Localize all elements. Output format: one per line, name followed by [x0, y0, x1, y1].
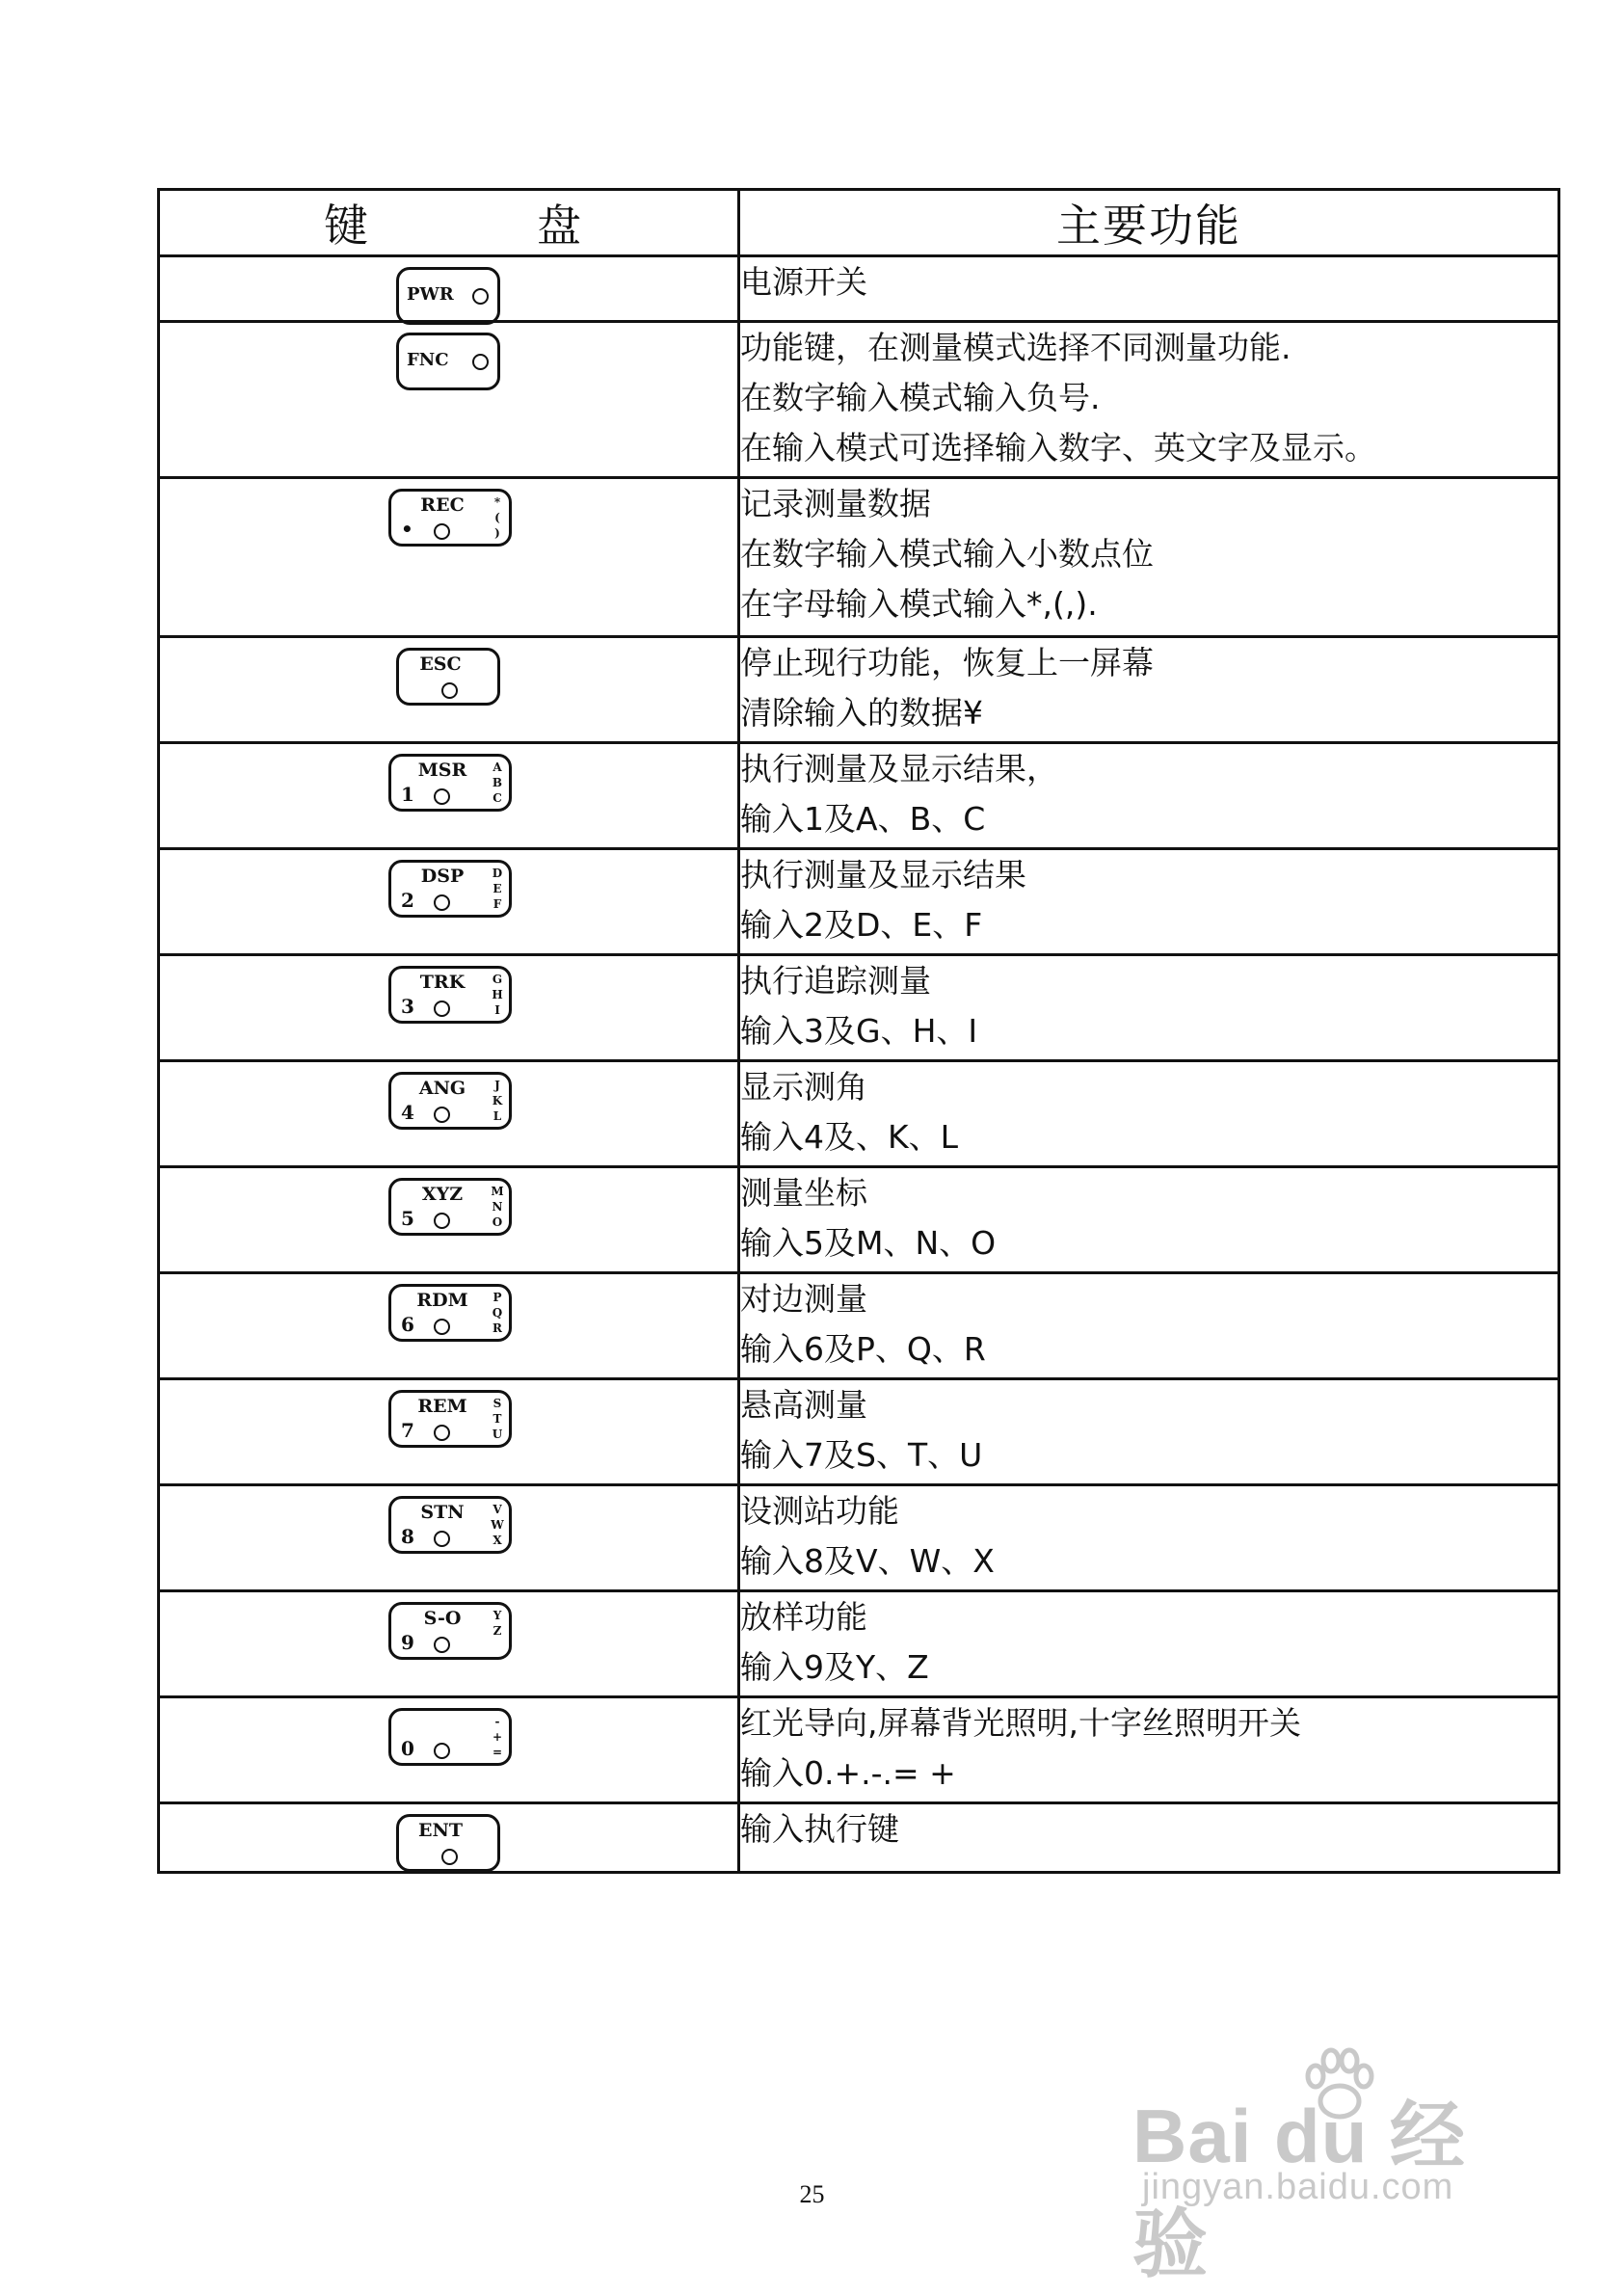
- keyboard-function-table: [157, 188, 1560, 1874]
- function-text: 悬高测量: [740, 1386, 867, 1424]
- function-text: 红光导向,屏幕背光照明,十字丝照明开关: [740, 1704, 1301, 1742]
- key-cell: [159, 478, 739, 637]
- key-number: 6: [401, 1313, 414, 1336]
- function-text: 执行测量及显示结果: [740, 856, 1026, 894]
- key-led-circle-icon: [472, 354, 489, 370]
- key-label: REC: [420, 494, 465, 516]
- key-number: 3: [401, 995, 414, 1018]
- key-alt-letter: F: [493, 897, 502, 911]
- key-alt-letter: W: [491, 1518, 504, 1532]
- key-alt-letter: N: [492, 1200, 503, 1214]
- table-row: [159, 1485, 1559, 1591]
- key-alt-letters: [491, 760, 504, 806]
- key-alt-letter: T: [493, 1412, 502, 1426]
- key-alt-letter: Q: [492, 1306, 503, 1320]
- key-alt-letter: B: [492, 776, 503, 789]
- key-alt-letter: -: [494, 1715, 500, 1728]
- function-text: 输入3及G、H、I: [740, 1012, 978, 1050]
- function-text: 执行追踪测量: [740, 962, 931, 1000]
- function-cell: [739, 1061, 1559, 1167]
- function-text: 输入0.+.-.= +: [740, 1754, 956, 1792]
- key-cell: [159, 256, 739, 322]
- key-button-drawing: [388, 1602, 512, 1660]
- watermark-brand: Bai du 经验: [1132, 2094, 1467, 2286]
- function-cell: [739, 1273, 1559, 1379]
- key-led-circle-icon: [434, 1213, 450, 1229]
- key-alt-letter: (: [494, 511, 500, 524]
- function-cell: [739, 743, 1559, 849]
- watermark-url: jingyan.baidu.com: [1142, 2167, 1454, 2207]
- header-keyboard: [159, 190, 739, 256]
- key-number: 7: [401, 1419, 414, 1442]
- key-number: 1: [401, 783, 414, 806]
- baidu-watermark: [1132, 2043, 1537, 2286]
- key-led-circle-icon: [434, 788, 450, 805]
- function-cell: [739, 1379, 1559, 1485]
- key-number: •: [401, 518, 413, 541]
- key-led-circle-icon: [434, 1001, 450, 1017]
- function-text: 功能键，在测量模式选择不同测量功能.: [740, 329, 1291, 366]
- function-text: 测量坐标: [740, 1174, 867, 1212]
- key-alt-letter: Z: [493, 1624, 502, 1638]
- key-label: XYZ: [421, 1184, 464, 1205]
- key-number: 0: [401, 1737, 414, 1760]
- key-alt-letter: R: [493, 1321, 502, 1335]
- function-cell: [739, 1167, 1559, 1273]
- function-text: 在字母输入模式输入*,(,).: [740, 585, 1098, 623]
- function-cell: [739, 637, 1559, 743]
- key-cell: [159, 743, 739, 849]
- key-button-drawing: [388, 754, 512, 812]
- function-text: 记录测量数据: [740, 485, 931, 522]
- key-alt-letters: [491, 866, 504, 912]
- function-cell: [739, 849, 1559, 955]
- key-led-circle-icon: [434, 523, 450, 540]
- key-button-drawing: [388, 1708, 512, 1766]
- key-alt-letter: E: [493, 882, 502, 895]
- table-row: [159, 1167, 1559, 1273]
- key-label: ENT: [418, 1820, 463, 1841]
- key-button-drawing: [396, 267, 500, 325]
- key-alt-letter: D: [492, 867, 503, 880]
- key-alt-letter: P: [493, 1291, 502, 1304]
- table-row: [159, 1061, 1559, 1167]
- key-cell: [159, 1697, 739, 1803]
- function-cell: [739, 1485, 1559, 1591]
- function-text: 设测站功能: [740, 1492, 899, 1530]
- function-text: 停止现行功能，恢复上一屏幕: [740, 644, 1154, 681]
- function-text: 在数字输入模式输入小数点位: [740, 535, 1154, 573]
- key-cell: [159, 849, 739, 955]
- function-text: 输入执行键: [740, 1810, 899, 1848]
- key-alt-letter: U: [492, 1428, 503, 1441]
- key-number: 8: [401, 1525, 414, 1548]
- table-row: [159, 478, 1559, 637]
- key-label: ANG: [418, 1078, 466, 1099]
- key-led-circle-icon: [434, 1743, 450, 1759]
- key-number: 5: [401, 1207, 414, 1230]
- key-label: REM: [417, 1396, 467, 1417]
- header-keyboard-char-1: 键: [324, 200, 370, 252]
- page-number: 25: [799, 2180, 825, 2208]
- header-keyboard-char-2: 盘: [537, 200, 583, 252]
- function-text: 输入1及A、B、C: [740, 800, 986, 838]
- function-cell: [739, 1803, 1559, 1873]
- function-cell: [739, 322, 1559, 478]
- function-text: 输入4及、K、L: [740, 1118, 959, 1156]
- table-row: [159, 1591, 1559, 1697]
- key-label: STN: [420, 1502, 465, 1523]
- key-label: TRK: [419, 972, 466, 993]
- key-label: FNC: [407, 350, 449, 370]
- key-label: ESC: [419, 654, 462, 675]
- key-led-circle-icon: [441, 682, 458, 699]
- key-button-drawing: [388, 489, 512, 547]
- table-row: [159, 637, 1559, 743]
- key-alt-letter: M: [491, 1185, 504, 1198]
- table-row: [159, 1273, 1559, 1379]
- key-number: 2: [401, 889, 414, 912]
- key-button-drawing: [388, 1496, 512, 1554]
- key-alt-letters: [491, 1714, 504, 1760]
- key-button-drawing: [396, 333, 500, 390]
- function-text: 执行测量及显示结果，: [740, 750, 1058, 787]
- key-number: 4: [401, 1101, 414, 1124]
- key-led-circle-icon: [434, 1637, 450, 1653]
- function-text: 输入2及D、E、F: [740, 906, 983, 944]
- key-led-circle-icon: [434, 1319, 450, 1335]
- key-button-drawing: [388, 1284, 512, 1342]
- key-alt-letter: I: [494, 1003, 500, 1017]
- key-alt-letter: ): [494, 526, 500, 540]
- key-alt-letter: C: [493, 791, 502, 805]
- key-cell: [159, 955, 739, 1061]
- table-row: [159, 1379, 1559, 1485]
- function-text: 清除输入的数据¥: [740, 694, 983, 732]
- key-alt-letters: [491, 1078, 504, 1124]
- key-cell: [159, 637, 739, 743]
- key-alt-letters: [491, 494, 504, 541]
- function-text: 在数字输入模式输入负号.: [740, 379, 1101, 416]
- key-alt-letter: O: [492, 1215, 503, 1229]
- key-alt-letter: G: [492, 973, 503, 986]
- key-alt-letters: [491, 1396, 504, 1442]
- function-text: 输入9及Y、Z: [740, 1648, 929, 1686]
- key-alt-letter: V: [493, 1503, 502, 1516]
- table-row: [159, 849, 1559, 955]
- key-button-drawing: [396, 648, 500, 706]
- key-alt-letter: K: [492, 1094, 503, 1107]
- function-text: 电源开关: [740, 263, 867, 301]
- key-cell: [159, 1273, 739, 1379]
- function-text: 在输入模式可选择输入数字、英文字及显示。: [740, 429, 1376, 467]
- table-row: [159, 256, 1559, 322]
- key-label: DSP: [420, 866, 465, 887]
- key-led-circle-icon: [434, 1531, 450, 1547]
- key-led-circle-icon: [441, 1849, 458, 1865]
- key-cell: [159, 1591, 739, 1697]
- table-row: [159, 1803, 1559, 1873]
- key-button-drawing: [388, 1390, 512, 1448]
- key-alt-letter: J: [494, 1079, 500, 1092]
- key-cell: [159, 322, 739, 478]
- key-label: S-O: [423, 1608, 462, 1629]
- key-cell: [159, 1485, 739, 1591]
- key-button-drawing: [388, 860, 512, 918]
- key-alt-letter: +: [492, 1730, 503, 1744]
- function-text: 输入6及P、Q、R: [740, 1330, 986, 1368]
- table-row: [159, 743, 1559, 849]
- function-cell: [739, 256, 1559, 322]
- function-cell: [739, 955, 1559, 1061]
- key-button-drawing: [388, 1072, 512, 1130]
- function-text: 显示测角: [740, 1068, 867, 1106]
- key-alt-letters: [491, 1184, 504, 1230]
- key-led-circle-icon: [434, 1107, 450, 1123]
- key-led-circle-icon: [434, 1425, 450, 1441]
- key-number: 9: [401, 1631, 414, 1654]
- key-alt-letter: =: [492, 1746, 503, 1759]
- key-cell: [159, 1167, 739, 1273]
- key-label: MSR: [417, 760, 467, 781]
- table-row: [159, 1697, 1559, 1803]
- function-cell: [739, 1697, 1559, 1803]
- key-alt-letter: *: [493, 495, 501, 509]
- table-header-row: [159, 190, 1559, 256]
- key-alt-letter: H: [492, 988, 503, 1001]
- key-alt-letters: [491, 1608, 504, 1639]
- table-row: [159, 322, 1559, 478]
- key-cell: [159, 1061, 739, 1167]
- key-button-drawing: [388, 1178, 512, 1236]
- key-button-drawing: [388, 966, 512, 1024]
- key-alt-letters: [491, 1502, 504, 1548]
- key-alt-letter: A: [493, 761, 502, 774]
- key-label: RDM: [416, 1290, 468, 1311]
- key-alt-letter: S: [493, 1397, 502, 1410]
- key-cell: [159, 1379, 739, 1485]
- key-led-circle-icon: [472, 288, 489, 305]
- function-text: 输入7及S、T、U: [740, 1436, 983, 1474]
- function-cell: [739, 478, 1559, 637]
- key-cell: [159, 1803, 739, 1873]
- function-text: 输入5及M、N、O: [740, 1224, 997, 1262]
- function-text: 放样功能: [740, 1598, 867, 1636]
- table-row: [159, 955, 1559, 1061]
- key-alt-letter: Y: [493, 1609, 502, 1622]
- key-alt-letter: X: [493, 1534, 502, 1547]
- table-body: [159, 256, 1559, 1873]
- key-label: PWR: [407, 284, 454, 305]
- header-function-label: 主要功能: [1056, 200, 1241, 252]
- header-function: [739, 190, 1559, 256]
- key-alt-letter: L: [493, 1109, 502, 1123]
- function-text: 输入8及V、W、X: [740, 1542, 995, 1580]
- key-button-drawing: [396, 1814, 500, 1872]
- function-cell: [739, 1591, 1559, 1697]
- function-text: 对边测量: [740, 1280, 867, 1318]
- key-alt-letters: [491, 1290, 504, 1336]
- key-alt-letters: [491, 972, 504, 1018]
- key-led-circle-icon: [434, 894, 450, 911]
